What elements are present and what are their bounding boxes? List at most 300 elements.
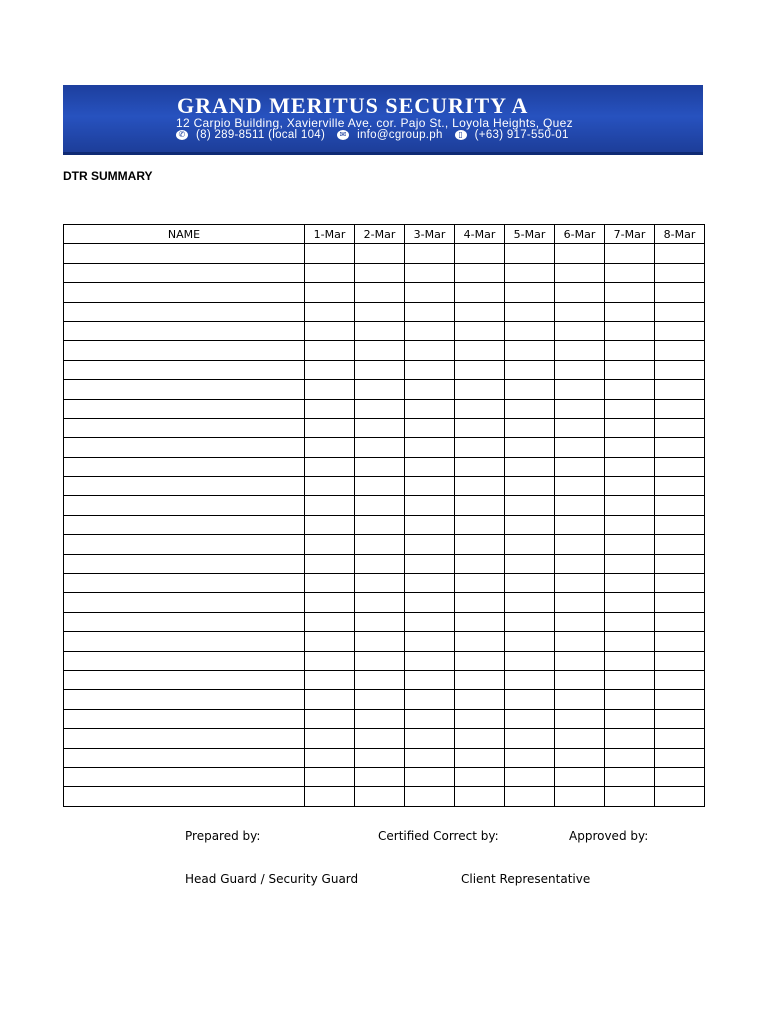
date-cell[interactable]	[305, 515, 355, 534]
date-cell[interactable]	[555, 341, 605, 360]
date-cell[interactable]	[305, 263, 355, 282]
date-cell[interactable]	[555, 477, 605, 496]
date-cell[interactable]	[555, 748, 605, 767]
date-cell[interactable]	[405, 283, 455, 302]
date-cell[interactable]	[505, 593, 555, 612]
date-cell[interactable]	[405, 496, 455, 515]
date-cell[interactable]	[305, 729, 355, 748]
date-cell[interactable]	[455, 651, 505, 670]
date-cell[interactable]	[655, 787, 705, 806]
date-cell[interactable]	[305, 612, 355, 631]
date-cell[interactable]	[355, 515, 405, 534]
date-cell[interactable]	[355, 554, 405, 573]
date-cell[interactable]	[655, 496, 705, 515]
date-cell[interactable]	[655, 477, 705, 496]
date-cell[interactable]	[505, 690, 555, 709]
date-cell[interactable]	[355, 748, 405, 767]
date-cell[interactable]	[455, 670, 505, 689]
approved-by-label: Approved by:	[569, 829, 649, 843]
date-cell[interactable]	[405, 244, 455, 263]
date-cell[interactable]	[505, 612, 555, 631]
date-cell[interactable]	[455, 767, 505, 786]
date-cell[interactable]	[555, 515, 605, 534]
company-mobile: (+63) 917-550-01	[474, 129, 569, 141]
date-cell[interactable]	[605, 554, 655, 573]
date-cell[interactable]	[555, 438, 605, 457]
table-row	[64, 709, 705, 728]
date-cell[interactable]	[505, 748, 555, 767]
mobile-icon: ▯	[455, 130, 467, 140]
date-cell[interactable]	[355, 399, 405, 418]
date-cell[interactable]	[655, 360, 705, 379]
column-header-date: 8-Mar	[655, 225, 705, 244]
date-cell[interactable]	[555, 535, 605, 554]
date-cell[interactable]	[355, 767, 405, 786]
date-cell[interactable]	[605, 360, 655, 379]
date-cell[interactable]	[655, 632, 705, 651]
date-cell[interactable]	[405, 263, 455, 282]
date-cell[interactable]	[505, 651, 555, 670]
date-cell[interactable]	[355, 341, 405, 360]
date-cell[interactable]	[305, 341, 355, 360]
date-cell[interactable]	[455, 341, 505, 360]
date-cell[interactable]	[655, 438, 705, 457]
date-cell[interactable]	[505, 283, 555, 302]
name-cell[interactable]	[64, 670, 305, 689]
name-cell[interactable]	[64, 535, 305, 554]
date-cell[interactable]	[305, 302, 355, 321]
date-cell[interactable]	[305, 709, 355, 728]
date-cell[interactable]	[505, 767, 555, 786]
date-cell[interactable]	[405, 418, 455, 437]
date-cell[interactable]	[455, 380, 505, 399]
date-cell[interactable]	[605, 574, 655, 593]
date-cell[interactable]	[555, 670, 605, 689]
date-cell[interactable]	[405, 670, 455, 689]
date-cell[interactable]	[355, 535, 405, 554]
date-cell[interactable]	[405, 632, 455, 651]
name-cell[interactable]	[64, 787, 305, 806]
table-row	[64, 477, 705, 496]
date-cell[interactable]	[455, 244, 505, 263]
date-cell[interactable]	[305, 457, 355, 476]
date-cell[interactable]	[405, 709, 455, 728]
table-row	[64, 670, 705, 689]
date-cell[interactable]	[605, 283, 655, 302]
date-cell[interactable]	[355, 651, 405, 670]
date-cell[interactable]	[305, 438, 355, 457]
table-body	[64, 244, 705, 806]
date-cell[interactable]	[355, 670, 405, 689]
date-cell[interactable]	[405, 767, 455, 786]
date-cell[interactable]	[455, 709, 505, 728]
date-cell[interactable]	[505, 457, 555, 476]
date-cell[interactable]	[605, 535, 655, 554]
name-cell[interactable]	[64, 263, 305, 282]
date-cell[interactable]	[455, 690, 505, 709]
date-cell[interactable]	[455, 535, 505, 554]
date-cell[interactable]	[355, 729, 405, 748]
date-cell[interactable]	[405, 399, 455, 418]
date-cell[interactable]	[555, 767, 605, 786]
date-cell[interactable]	[655, 593, 705, 612]
date-cell[interactable]	[555, 554, 605, 573]
name-cell[interactable]	[64, 380, 305, 399]
date-cell[interactable]	[455, 729, 505, 748]
date-cell[interactable]	[605, 748, 655, 767]
name-cell[interactable]	[64, 515, 305, 534]
name-cell[interactable]	[64, 574, 305, 593]
table-row	[64, 632, 705, 651]
date-cell[interactable]	[505, 709, 555, 728]
name-cell[interactable]	[64, 477, 305, 496]
date-cell[interactable]	[355, 360, 405, 379]
name-cell[interactable]	[64, 457, 305, 476]
date-cell[interactable]	[555, 612, 605, 631]
date-cell[interactable]	[655, 612, 705, 631]
date-cell[interactable]	[405, 360, 455, 379]
date-cell[interactable]	[605, 263, 655, 282]
date-cell[interactable]	[405, 321, 455, 340]
date-cell[interactable]	[555, 418, 605, 437]
date-cell[interactable]	[305, 593, 355, 612]
date-cell[interactable]	[655, 767, 705, 786]
date-cell[interactable]	[655, 651, 705, 670]
date-cell[interactable]	[505, 244, 555, 263]
date-cell[interactable]	[505, 787, 555, 806]
date-cell[interactable]	[455, 612, 505, 631]
date-cell[interactable]	[355, 574, 405, 593]
date-cell[interactable]	[355, 418, 405, 437]
date-cell[interactable]	[655, 418, 705, 437]
date-cell[interactable]	[505, 380, 555, 399]
name-cell[interactable]	[64, 418, 305, 437]
date-cell[interactable]	[505, 438, 555, 457]
date-cell[interactable]	[455, 283, 505, 302]
table-row	[64, 360, 705, 379]
date-cell[interactable]	[455, 399, 505, 418]
date-cell[interactable]	[305, 321, 355, 340]
name-cell[interactable]	[64, 360, 305, 379]
date-cell[interactable]	[505, 477, 555, 496]
company-address: 12 Carpio Building, Xavierville Ave. cor. Pajo St., Loyola Heights, Quez	[176, 116, 573, 130]
table-row	[64, 729, 705, 748]
date-cell[interactable]	[505, 496, 555, 515]
date-cell[interactable]	[405, 515, 455, 534]
table-row	[64, 418, 705, 437]
name-cell[interactable]	[64, 651, 305, 670]
date-cell[interactable]	[305, 767, 355, 786]
column-header-date: 5-Mar	[505, 225, 555, 244]
date-cell[interactable]	[655, 244, 705, 263]
name-cell[interactable]	[64, 341, 305, 360]
date-cell[interactable]	[455, 418, 505, 437]
date-cell[interactable]	[655, 341, 705, 360]
date-cell[interactable]	[605, 321, 655, 340]
name-cell[interactable]	[64, 554, 305, 573]
date-cell[interactable]	[305, 651, 355, 670]
date-cell[interactable]	[305, 574, 355, 593]
date-cell[interactable]	[605, 341, 655, 360]
date-cell[interactable]	[505, 632, 555, 651]
date-cell[interactable]	[305, 380, 355, 399]
column-header-date: 1-Mar	[305, 225, 355, 244]
date-cell[interactable]	[605, 709, 655, 728]
date-cell[interactable]	[605, 515, 655, 534]
date-cell[interactable]	[605, 767, 655, 786]
date-cell[interactable]	[505, 263, 555, 282]
date-cell[interactable]	[505, 574, 555, 593]
date-cell[interactable]	[355, 477, 405, 496]
name-cell[interactable]	[64, 767, 305, 786]
date-cell[interactable]	[455, 302, 505, 321]
date-cell[interactable]	[655, 574, 705, 593]
date-cell[interactable]	[355, 457, 405, 476]
table-row	[64, 767, 705, 786]
date-cell[interactable]	[355, 690, 405, 709]
date-cell[interactable]	[405, 651, 455, 670]
name-cell[interactable]	[64, 496, 305, 515]
date-cell[interactable]	[355, 593, 405, 612]
table-row	[64, 321, 705, 340]
date-cell[interactable]	[405, 748, 455, 767]
date-cell[interactable]	[655, 690, 705, 709]
date-cell[interactable]	[505, 515, 555, 534]
date-cell[interactable]	[655, 263, 705, 282]
name-cell[interactable]	[64, 399, 305, 418]
date-cell[interactable]	[605, 496, 655, 515]
date-cell[interactable]	[355, 438, 405, 457]
certified-by-label: Certified Correct by:	[378, 829, 499, 843]
date-cell[interactable]	[455, 515, 505, 534]
date-cell[interactable]	[355, 632, 405, 651]
date-cell[interactable]	[655, 670, 705, 689]
date-cell[interactable]	[355, 283, 405, 302]
date-cell[interactable]	[505, 418, 555, 437]
date-cell[interactable]	[655, 283, 705, 302]
date-cell[interactable]	[605, 651, 655, 670]
table-row	[64, 438, 705, 457]
date-cell[interactable]	[305, 690, 355, 709]
date-cell[interactable]	[505, 360, 555, 379]
date-cell[interactable]	[305, 632, 355, 651]
date-cell[interactable]	[555, 283, 605, 302]
date-cell[interactable]	[355, 496, 405, 515]
date-cell[interactable]	[605, 438, 655, 457]
date-cell[interactable]	[355, 612, 405, 631]
date-cell[interactable]	[405, 729, 455, 748]
date-cell[interactable]	[455, 438, 505, 457]
date-cell[interactable]	[405, 380, 455, 399]
table-row	[64, 244, 705, 263]
date-cell[interactable]	[555, 690, 605, 709]
date-cell[interactable]	[305, 554, 355, 573]
date-cell[interactable]	[605, 612, 655, 631]
date-cell[interactable]	[655, 380, 705, 399]
client-role-label: Client Representative	[461, 872, 591, 886]
date-cell[interactable]	[555, 593, 605, 612]
date-cell[interactable]	[355, 787, 405, 806]
name-cell[interactable]	[64, 438, 305, 457]
date-cell[interactable]	[655, 709, 705, 728]
date-cell[interactable]	[655, 748, 705, 767]
document-title: DTR SUMMARY	[63, 169, 153, 183]
date-cell[interactable]	[455, 457, 505, 476]
date-cell[interactable]	[605, 593, 655, 612]
date-cell[interactable]	[305, 748, 355, 767]
email-icon: ✉	[337, 130, 349, 140]
date-cell[interactable]	[505, 399, 555, 418]
prepared-role-label: Head Guard / Security Guard	[185, 872, 359, 886]
date-cell[interactable]	[355, 263, 405, 282]
name-cell[interactable]	[64, 302, 305, 321]
date-cell[interactable]	[555, 244, 605, 263]
date-cell[interactable]	[655, 457, 705, 476]
date-cell[interactable]	[405, 477, 455, 496]
table-row	[64, 690, 705, 709]
date-cell[interactable]	[605, 632, 655, 651]
company-phone: (8) 289-8511 (local 104)	[196, 129, 326, 141]
date-cell[interactable]	[455, 554, 505, 573]
table-row	[64, 283, 705, 302]
date-cell[interactable]	[655, 515, 705, 534]
date-cell[interactable]	[605, 477, 655, 496]
date-cell[interactable]	[605, 729, 655, 748]
name-cell[interactable]	[64, 321, 305, 340]
table-row	[64, 496, 705, 515]
name-cell[interactable]	[64, 283, 305, 302]
date-cell[interactable]	[405, 612, 455, 631]
table-row	[64, 748, 705, 767]
date-cell[interactable]	[455, 574, 505, 593]
date-cell[interactable]	[605, 787, 655, 806]
date-cell[interactable]	[605, 670, 655, 689]
date-cell[interactable]	[405, 690, 455, 709]
date-cell[interactable]	[405, 574, 455, 593]
date-cell[interactable]	[405, 554, 455, 573]
phone-icon: ✆	[176, 130, 188, 140]
date-cell[interactable]	[455, 632, 505, 651]
date-cell[interactable]	[405, 535, 455, 554]
company-contact-line	[176, 129, 569, 141]
date-cell[interactable]	[555, 496, 605, 515]
date-cell[interactable]	[405, 787, 455, 806]
date-cell[interactable]	[605, 418, 655, 437]
date-cell[interactable]	[555, 709, 605, 728]
table-row	[64, 380, 705, 399]
column-header-date: 2-Mar	[355, 225, 405, 244]
date-cell[interactable]	[655, 321, 705, 340]
date-cell[interactable]	[655, 554, 705, 573]
date-cell[interactable]	[455, 360, 505, 379]
date-cell[interactable]	[455, 593, 505, 612]
name-cell[interactable]	[64, 612, 305, 631]
date-cell[interactable]	[455, 477, 505, 496]
name-cell[interactable]	[64, 729, 305, 748]
date-cell[interactable]	[555, 787, 605, 806]
date-cell[interactable]	[605, 457, 655, 476]
date-cell[interactable]	[305, 496, 355, 515]
date-cell[interactable]	[555, 574, 605, 593]
date-cell[interactable]	[455, 263, 505, 282]
date-cell[interactable]	[555, 302, 605, 321]
date-cell[interactable]	[555, 321, 605, 340]
date-cell[interactable]	[605, 244, 655, 263]
date-cell[interactable]	[605, 690, 655, 709]
date-cell[interactable]	[555, 399, 605, 418]
date-cell[interactable]	[305, 283, 355, 302]
date-cell[interactable]	[355, 709, 405, 728]
name-cell[interactable]	[64, 709, 305, 728]
name-cell[interactable]	[64, 244, 305, 263]
date-cell[interactable]	[505, 554, 555, 573]
date-cell[interactable]	[655, 729, 705, 748]
date-cell[interactable]	[555, 380, 605, 399]
date-cell[interactable]	[605, 380, 655, 399]
date-cell[interactable]	[455, 748, 505, 767]
date-cell[interactable]	[405, 341, 455, 360]
date-cell[interactable]	[505, 321, 555, 340]
date-cell[interactable]	[655, 535, 705, 554]
date-cell[interactable]	[355, 302, 405, 321]
date-cell[interactable]	[655, 302, 705, 321]
date-cell[interactable]	[505, 341, 555, 360]
date-cell[interactable]	[555, 263, 605, 282]
date-cell[interactable]	[505, 729, 555, 748]
date-cell[interactable]	[355, 321, 405, 340]
name-cell[interactable]	[64, 593, 305, 612]
date-cell[interactable]	[305, 244, 355, 263]
date-cell[interactable]	[505, 302, 555, 321]
date-cell[interactable]	[405, 593, 455, 612]
date-cell[interactable]	[655, 399, 705, 418]
date-cell[interactable]	[455, 496, 505, 515]
date-cell[interactable]	[305, 787, 355, 806]
date-cell[interactable]	[505, 535, 555, 554]
date-cell[interactable]	[605, 399, 655, 418]
date-cell[interactable]	[305, 360, 355, 379]
table-row	[64, 787, 705, 806]
date-cell[interactable]	[505, 670, 555, 689]
date-cell[interactable]	[305, 477, 355, 496]
date-cell[interactable]	[305, 418, 355, 437]
table-row	[64, 263, 705, 282]
date-cell[interactable]	[555, 651, 605, 670]
name-cell[interactable]	[64, 690, 305, 709]
column-header-date: 6-Mar	[555, 225, 605, 244]
date-cell[interactable]	[405, 302, 455, 321]
name-cell[interactable]	[64, 632, 305, 651]
date-cell[interactable]	[555, 729, 605, 748]
date-cell[interactable]	[555, 632, 605, 651]
date-cell[interactable]	[305, 535, 355, 554]
date-cell[interactable]	[555, 360, 605, 379]
date-cell[interactable]	[405, 457, 455, 476]
date-cell[interactable]	[355, 380, 405, 399]
column-header-name: NAME	[64, 225, 305, 244]
table-header-row	[64, 225, 705, 244]
date-cell[interactable]	[455, 787, 505, 806]
date-cell[interactable]	[405, 438, 455, 457]
date-cell[interactable]	[305, 399, 355, 418]
date-cell[interactable]	[555, 457, 605, 476]
date-cell[interactable]	[455, 321, 505, 340]
date-cell[interactable]	[605, 302, 655, 321]
name-cell[interactable]	[64, 748, 305, 767]
table-row	[64, 399, 705, 418]
date-cell[interactable]	[305, 670, 355, 689]
date-cell[interactable]	[355, 244, 405, 263]
